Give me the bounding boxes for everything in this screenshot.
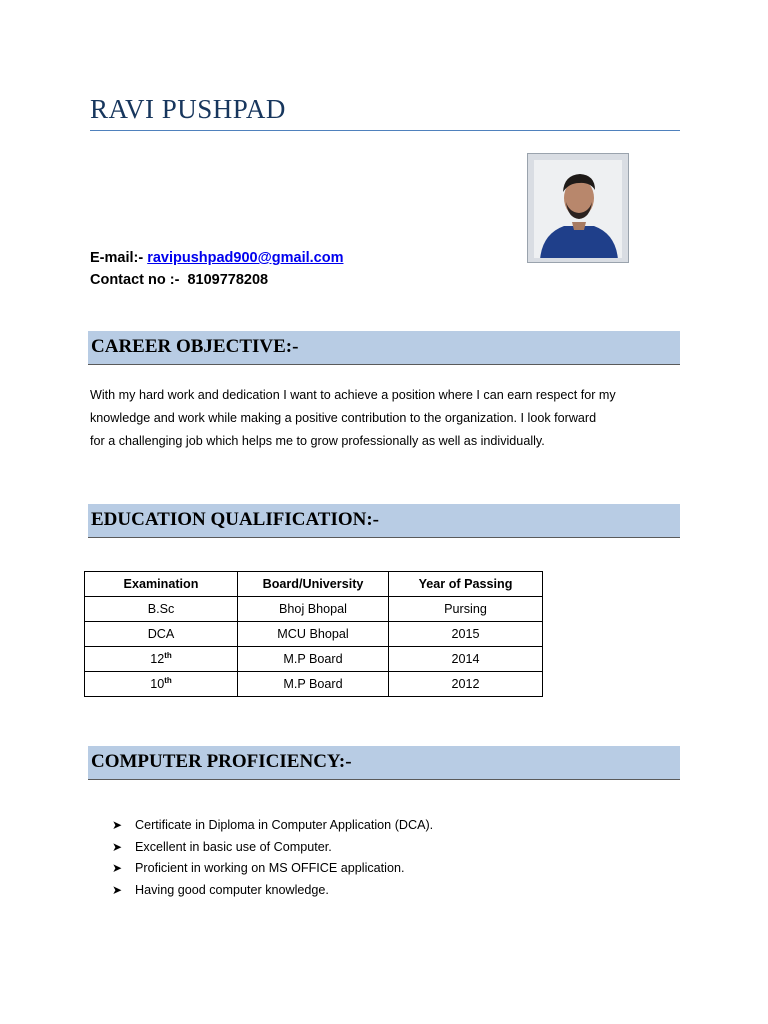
- year-cell: 2015: [389, 622, 543, 647]
- year-cell: Pursing: [389, 597, 543, 622]
- profile-photo: [527, 153, 629, 263]
- arrowhead-bullet-icon: ➤: [112, 839, 123, 854]
- section-title: EDUCATION QUALIFICATION:-: [91, 509, 380, 530]
- arrowhead-bullet-icon: ➤: [112, 818, 123, 832]
- list-item: ➤ Certificate in Diploma in Computer Application (DCA).: [112, 815, 433, 837]
- board-cell: M.P Board: [238, 672, 389, 697]
- email-line: [90, 250, 343, 266]
- board-cell: Bhoj Bhopal: [238, 597, 389, 622]
- person-photo-illustration: [534, 160, 622, 258]
- name-divider: [90, 130, 680, 131]
- year-cell: 2012: [389, 672, 543, 697]
- column-header: Board/University: [238, 572, 389, 597]
- table-row: [85, 647, 543, 672]
- paragraph-line: for a challenging job which helps me to grow professionally as well as individually.: [90, 434, 545, 448]
- table-row: [85, 672, 543, 697]
- column-header: Examination: [85, 572, 238, 597]
- email-link[interactable]: ravipushpad900@gmail.com: [147, 250, 344, 266]
- career-objective-text: [90, 384, 690, 453]
- phone-line: [90, 272, 268, 288]
- exam-cell: DCA: [85, 622, 238, 647]
- section-career-objective: [88, 331, 680, 365]
- section-education: [88, 504, 680, 538]
- column-header: Year of Passing: [389, 572, 543, 597]
- education-table: [84, 571, 543, 697]
- exam-cell: 10th: [85, 672, 238, 697]
- exam-cell: B.Sc: [85, 597, 238, 622]
- board-cell: MCU Bhopal: [238, 622, 389, 647]
- email-label: E-mail:-: [90, 250, 144, 266]
- section-title: COMPUTER PROFICIENCY:-: [91, 751, 352, 772]
- section-computer-proficiency: [88, 746, 680, 780]
- candidate-name: RAVI PUSHPAD: [90, 94, 286, 124]
- table-header-row: [85, 572, 543, 597]
- arrowhead-bullet-icon: ➤: [112, 883, 123, 898]
- list-item: ➤ Excellent in basic use of Computer.: [112, 837, 433, 859]
- arrowhead-bullet-icon: ➤: [112, 861, 123, 876]
- table-row: [85, 622, 543, 647]
- exam-cell: 12th: [85, 647, 238, 672]
- board-cell: M.P Board: [238, 647, 389, 672]
- year-cell: 2014: [389, 647, 543, 672]
- list-item: ➤ Having good computer knowledge.: [112, 880, 433, 902]
- section-title: CAREER OBJECTIVE:-: [91, 336, 299, 357]
- paragraph-line: With my hard work and dedication I want to achieve a position where I can earn respect for my: [90, 388, 616, 402]
- phone-number: 8109778208: [187, 272, 269, 288]
- phone-label: Contact no :-: [90, 272, 180, 288]
- list-item: ➤ Proficient in working on MS OFFICE application.: [112, 858, 433, 880]
- table-row: [85, 597, 543, 622]
- computer-skills-list: [112, 815, 433, 902]
- paragraph-line: knowledge and work while making a positive contribution to the organization. I look forward: [90, 411, 597, 425]
